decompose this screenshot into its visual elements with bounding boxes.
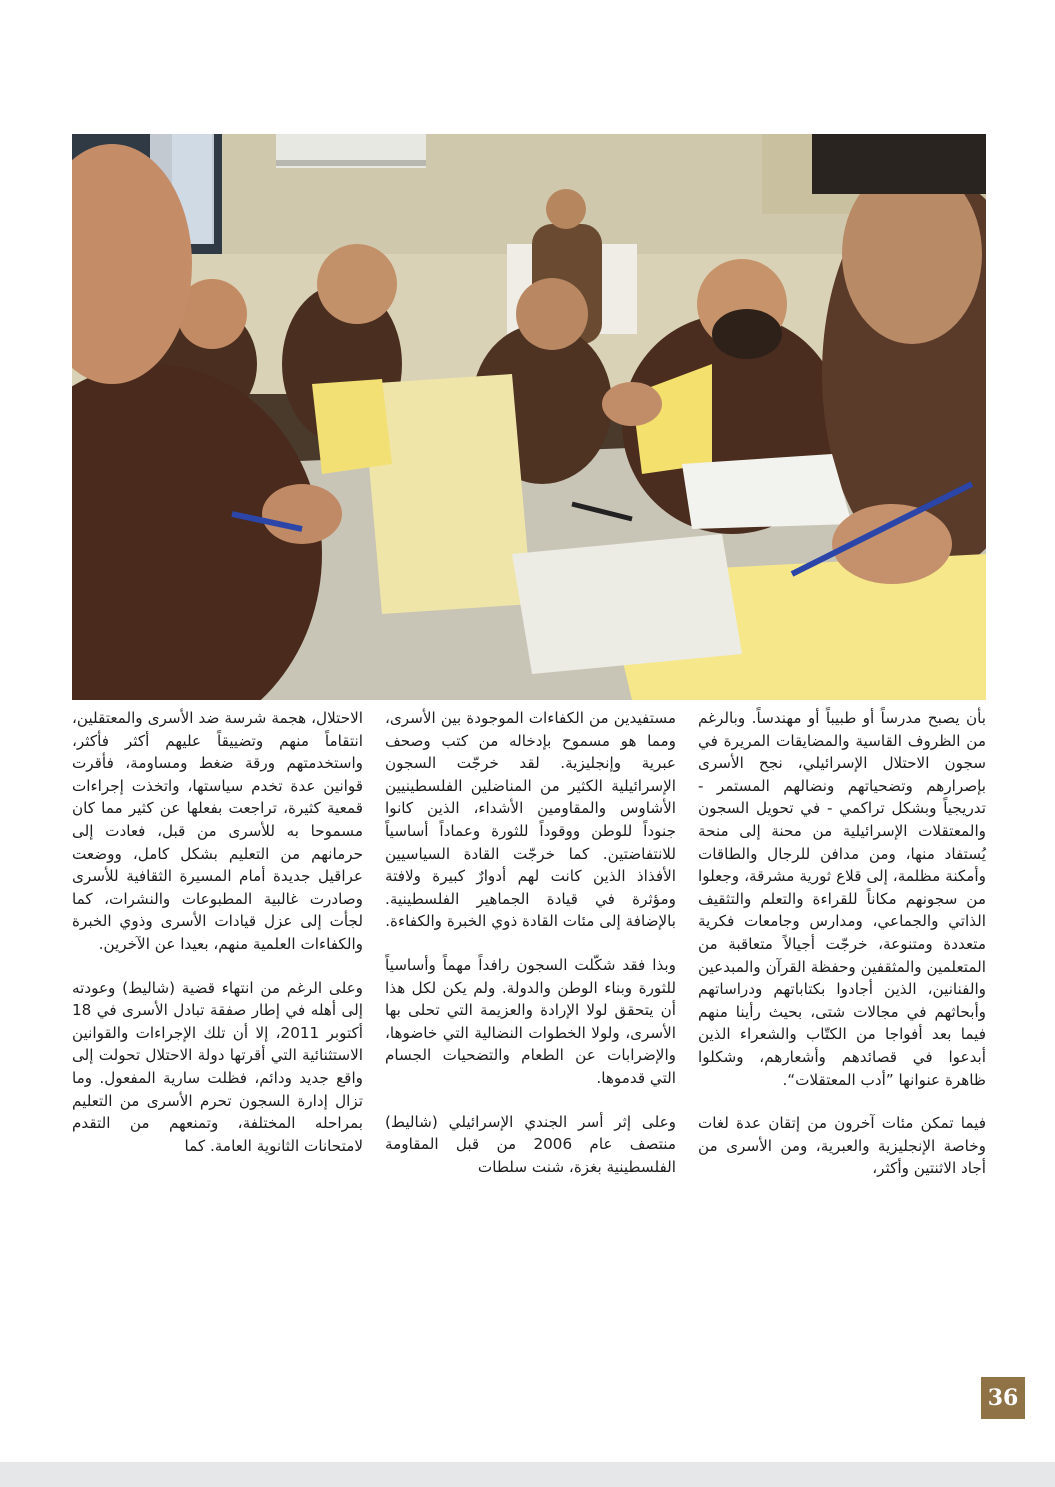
paragraph: بأن يصبح مدرساً أو طبيباً أو مهندساً. وبالرغم من الظروف القاسية والمضايقات المريرة في سجون الاحتلال الإسرائيلي، نجح الأسرى بإصرارهم وتضحياتهم ونضالهم المستمر - تدريجياً وبشكل تراكمي - في تحويل السجون والمعتقلات الإسرائيلية من محنة إلى منحة يُستفاد منها، ومن مدافن للرجال والطاقات وأمكنة مظلمة، إلى قلاع ثورية مشرقة، وجعلوا من سجونهم مكاناً للقراءة والتعلم والتثقيف الذاتي والجماعي، ومدارس وجامعات فكرية متعددة ومتنوعة، خرجّت أجيالاً متعاقبة من المتعلمين والمثقفين وحفظة القرآن والمبدعين والفنانين، الذين أجادوا بكتاباتهم ودراساتهم وأبحاثهم في مجالات شتى، بحيث رأينا منهم فيما بعد أفواجا من الكتّاب والشعراء الذين أبدعوا في قصائدهم وأشعارهم، وشكلوا ظاهرة عنوانها ”أدب المعتقلات“. <box>698 709 986 1089</box>
text-column-right <box>698 707 986 1180</box>
paragraph: مستفيدين من الكفاءات الموجودة بين الأسرى، ومما هو مسموح بإدخاله من كتب وصحف عبرية وإنجليزية. لقد خرجّت السجون الإسرائيلية الكثير من المناضلين الفلسطينيين الأشاوس والمقاومين الأشداء، الذين كانوا جنوداً للوطن ووقوداً للثورة وعماداً أساسياً للانتفاضتين. كما خرجّت القادة السياسيين الأفذاذ الذين كانت لهم أدوارٌ كبيرة ولافتة ومؤثرة في قيادة الجماهير الفلسطينية. بالإضافة إلى مئات القادة ذوي الخبرة والكفاءة. <box>385 709 676 931</box>
text-column-middle <box>385 707 676 1178</box>
paragraph: وعلى إثر أسر الجندي الإسرائيلي (شاليط) منتصف عام 2006 من قبل المقاومة الفلسطينية بغزة، شنت سلطات <box>385 1112 676 1176</box>
classroom-photo <box>72 134 986 700</box>
paragraph: الاحتلال، هجمة شرسة ضد الأسرى والمعتقلين، انتقاماً منهم وتضييقاً عليهم أكثر فأكثر، واستخدمتهم ورقة ضغط ومساومة، فأقرت قوانين عدة تخدم سياستها، واتخذت إجراءات قمعية كثيرة، تراجعت بفعلها عن كثير مما كان مسموحا به للأسرى من قبل، فعادت إلى حرمانهم من التعليم بشكل كامل، ووضعت عراقيل جديدة أمام المسيرة الثقافية للأسرى وصادرت غالبية المطبوعات والنشرات، كما لجأت إلى عزل قيادات الأسرى وذوي الخبرة والكفاءات العلمية منهم، بعيدا عن الآخرين. <box>72 709 363 953</box>
text-column-left <box>72 707 363 1157</box>
paragraph: وعلى الرغم من انتهاء قضية (شاليط) وعودته إلى أهله في إطار صفقة تبادل الأسرى في 18 أكتوبر 2011، إلا أن تلك الإجراءات والقوانين الاستثنائية التي أقرتها دولة الاحتلال تحولت إلى واقع جديد ودائم، فظلت سارية المفعول. وما تزال إدارة السجون تحرم الأسرى من التعليم بمراحله المختلفة، وتمنعهم من التقدم لامتحانات الثانوية العامة. كما <box>72 978 363 1155</box>
page-number: 36 <box>981 1377 1025 1419</box>
page-bottom-shade <box>0 1462 1055 1487</box>
paragraph: وبذا فقد شكّلت السجون رافداً مهماً وأساسياً للثورة وبناء الوطن والدولة. ولم يكن لكل هذا أن يتحقق لولا الإرادة والعزيمة التي تحلى بها الأسرى، ولولا الخطوات النضالية التي خاضوها، والإضرابات عن الطعام والتضحيات الجسام التي قدموها. <box>385 955 676 1087</box>
paragraph: فيما تمكن مئات آخرون من إتقان عدة لغات وخاصة الإنجليزية والعبرية، ومن الأسرى من أجاد الاثنتين وأكثر، <box>698 1114 986 1178</box>
